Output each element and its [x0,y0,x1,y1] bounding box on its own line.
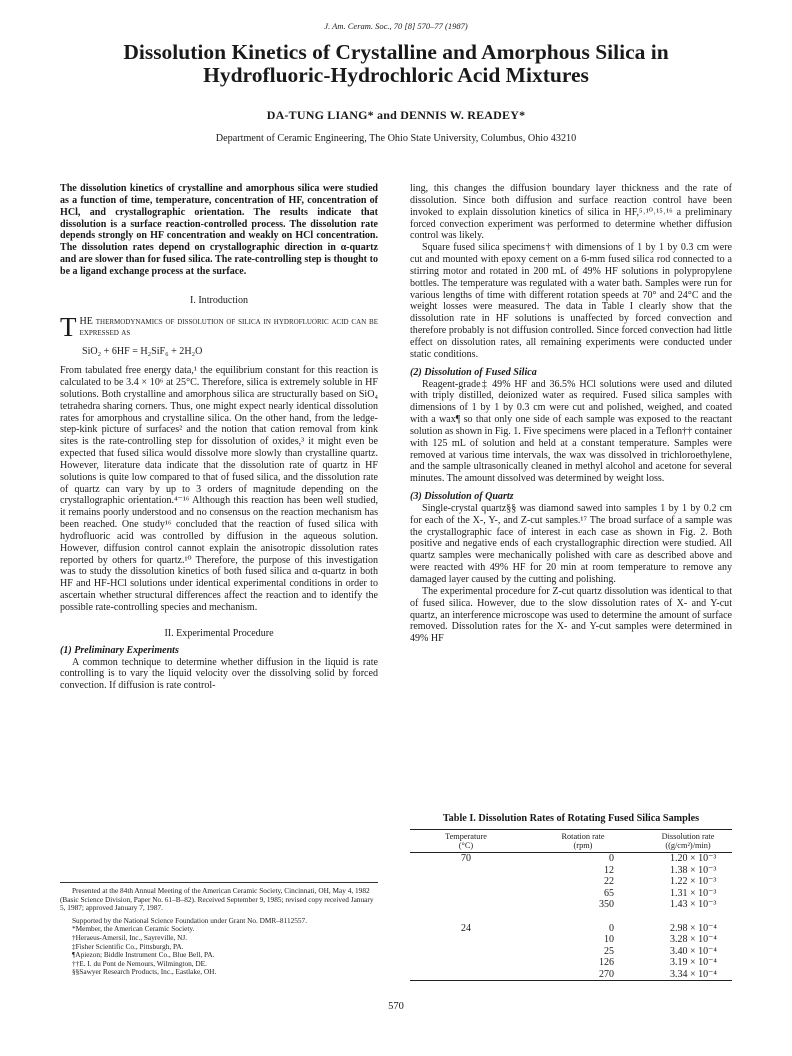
footnote-member: *Member, the American Ceramic Society. [72,924,195,934]
intro-paragraph-1 [60,311,378,342]
right-paragraph-5: The experimental procedure for Z-cut quartz dissolution was identical to that of fused silica. However, due to the slow dissolution rates of X- and Y-cut quartz, an interference microscope was used to determine the amount of surface removed. Dissolution rates for the X- and Y-cut samples were determined in 49% HF [410,585,732,645]
right-column [410,183,732,645]
table-title: Table I. Dissolution Rates of Rotating Fused Silica Samples [442,813,700,824]
header-rotation-rate: Rotation rate (rpm) [522,830,644,853]
dissolution-rate-table [410,829,732,981]
footnote-dupont: ††E. I. du Pont de Nemours, Wilmington, DE. [72,958,207,968]
table-row: 24 0 2.98 × 10⁻⁴ [461,922,717,934]
table-row: 25 3.40 × 10⁻⁴ [604,945,717,957]
right-paragraph-1: ling, this changes the diffusion boundary layer thickness and the rate of dissolution. Since both diffusion and surface reaction control have been invoked to explain dissolution kinetics of silica in HF,⁵˒¹⁰˒¹⁵˒¹⁶ a preliminary forced convection experiment was performed to determine whether diffusion control was likely. [410,183,732,242]
table-row: 65 1.31 × 10⁻³ [604,887,717,899]
title-line-2: Hydrofluoric-Hydrochloric Acid Mixtures [203,63,589,87]
subsection-heading-quartz: (3) Dissolution of Quartz [410,491,514,503]
footnote-fisher: ‡Fisher Scientific Co., Pittsburgh, PA. [72,941,184,951]
table-row: 70 0 1.20 × 10⁻³ [461,853,717,865]
title-line-1: Dissolution Kinetics of Crystalline and Amorphous Silica in [123,40,669,64]
right-paragraph-4: Single-crystal quartz§§ was diamond sawed into samples 1 by 1 by 0.2 cm for each of the X-, Y-, and Z-cut samples.¹⁷ The broad surface of a sample was the crystallographic face of interest in each case as shown in Fig. 2. Both positive and negative ends of each crystallographic direction were studied. All quartz samples were mechanically polished with care as described above and were reacted with 49% HF for 20 min at room temperature to remove any damaged layer caused by the cutting and polishing. [410,502,732,585]
abstract: The dissolution kinetics of crystalline and amorphous silica were studied as a function of time, temperature, concentration of HF, concentration of HCl, and crystallographic orientation. The results indicate that dissolution is a surface reaction-controlled process. The dissolution rate depends strongly on HF concentration and weakly on HCl concentration. The dissolution rates depend on crystallographic direction in α-quartz and are slower than for fused silica. The rate-controlling step is thought to be a ligand exchange process at the surface. [60,183,378,277]
right-paragraph-2: Square fused silica specimens† with dimensions of 1 by 1 by 0.3 cm were cut and mounted with epoxy cement on a 6-mm fused silica rod connected to a stirring motor and rotated in 200 mL of 49% HF solutions in polypropylene bottles. The temperature was regulated with a water bath. Samples were run for various lengths of time with different rotation speeds at 70° and 24°C and the weight losses were measured. The data in Table I clearly show that the dissolution rate in HF solutions is unaffected by forced convection and therefore probably is not diffusion controlled. Since forced convection had little effect on dissolution rates, all remaining experiments were conducted under static conditions. [410,242,732,360]
table-row: 350 1.43 × 10⁻³ [599,899,717,911]
intro-paragraph-2: From tabulated free energy data,¹ the equilibrium constant for this reaction is calculated to be 3.4 × 10⁶ at 25°C. Therefore, silica is extremely soluble in HF solutions. Both crystalline and amorphous silica are structurally based on SiO₄ tetrahedra sharing corners. Thus, one might expect nearly identical dissolution rates for amorphous and crystalline silica. On the other hand, from the ledge-step-kink picture of surfaces² and the notion that cation removal from kink sites is the rate-controlling step for dissolution of oxides,³ it might even be expected that fused silica would dissolve more slowly than crystalline quartz. However, literature data indicate that the dissolution rate of quartz in HF solutions is quite low compared to that of fused silica, and the dissolution rate of quartz can vary by up to 3 orders of magnitude depending on the crystallographic orientation.⁴⁻¹⁶ Although this reaction has been well studied, it remains poorly understood and no consensus on the reaction mechanism has been reached. One study¹⁶ concluded that the reaction of fused silica with hydrofluoric acid was controlled by diffusion in the aqueous solution. However, diffusion control cannot explain the anisotropic dissolution rates reported by others for quartz.¹⁰ Therefore, the purpose of this investigation was to study the dissolution kinetics of both fused silica and α-quartz in both HF and HF-HCl solutions under identical experimental conditions in order to ascertain whether structural differences affect the reaction and to identify the possible rate-controlling species and mechanism. [60,365,378,613]
footnote-heraeus: †Heraeus-Amersil, Inc., Sayreville, NJ. [72,932,188,942]
author-list: DA-TUNG LIANG* and DENNIS W. READEY* [266,108,526,122]
page-number: 570 [388,1001,404,1012]
table-row-spacer [410,911,732,923]
paper-title [60,41,732,87]
table-row: 12 1.38 × 10⁻³ [604,864,717,876]
section-heading-experimental: II. Experimental Procedure [164,627,274,639]
table-row: 10 3.28 × 10⁻⁴ [604,934,717,946]
affiliation: Department of Ceramic Engineering, The Ohio State University, Columbus, Ohio 43210 [215,133,577,144]
section-heading-introduction: I. Introduction [189,294,249,306]
footnote-apiezon: ¶Apiezon; Biddle Instrument Co., Blue Bell, PA. [72,950,215,960]
footnote-presented: Presented at the 84th Annual Meeting of the American Ceramic Society, Cincinnati, OH, May 4, 1982 (Basic Science Division, Paper No. 61–B–82). Received September 9, 1985; revised copy received January 5, 1987; approved January 7, 1987. [60,886,374,913]
footnotes [60,882,378,977]
equation: SiO₂ + 6HF = H₂SiF₆ + 2H₂O [82,346,203,358]
header-temperature: Temperature (°C) [410,830,522,853]
intro-text-1: HE thermodynamics of dissolution of silica in hydrofluoric acid can be expressed as [79,315,378,339]
table-row: 270 3.34 × 10⁻⁴ [410,969,732,981]
table-header-row [410,830,732,853]
left-column [60,183,378,692]
drop-cap: T [60,311,77,342]
header-dissolution-rate: Dissolution rate ((g/cm²)/min) [644,830,732,853]
footnote-support: Supported by the National Science Foundation under Grant No. DMR–8112557. [72,915,308,925]
footnote-sawyer: §§Sawyer Research Products, Inc., Eastlake, OH. [72,967,217,977]
subsection-heading-fused-silica: (2) Dissolution of Fused Silica [410,366,537,378]
experimental-paragraph-1: A common technique to determine whether diffusion in the liquid is rate controlling is to vary the liquid velocity over the dissolving solid by forced convection. If diffusion is rate control- [60,656,378,692]
subsection-heading-preliminary: (1) Preliminary Experiments [60,644,179,656]
journal-citation: J. Am. Ceram. Soc., 70 [8] 570–77 (1987) [324,21,468,31]
table-row: 126 3.19 × 10⁻⁴ [599,957,717,969]
table-row: 22 1.22 × 10⁻³ [604,876,717,888]
right-paragraph-3: Reagent-grade‡ 49% HF and 36.5% HCl solutions were used and diluted with triply distilled, deionized water as required. Fused silica samples with dimensions of 1 by 1 by 0.3 cm were cut and polished, weighed, and coated with a wax¶ so that only one side of each sample was exposed to the reactant solution as shown in Fig. 1. Five specimens were placed in a Teflon†† container with 125 mL of solution and held at a constant temperature. Samples were removed at various time intervals, the wax was dissolved in trichloroethylene, and the sample ultrasonically cleaned in methyl alcohol and acetone for several minutes. The amount dissolved was determined by weight loss. [410,378,732,485]
